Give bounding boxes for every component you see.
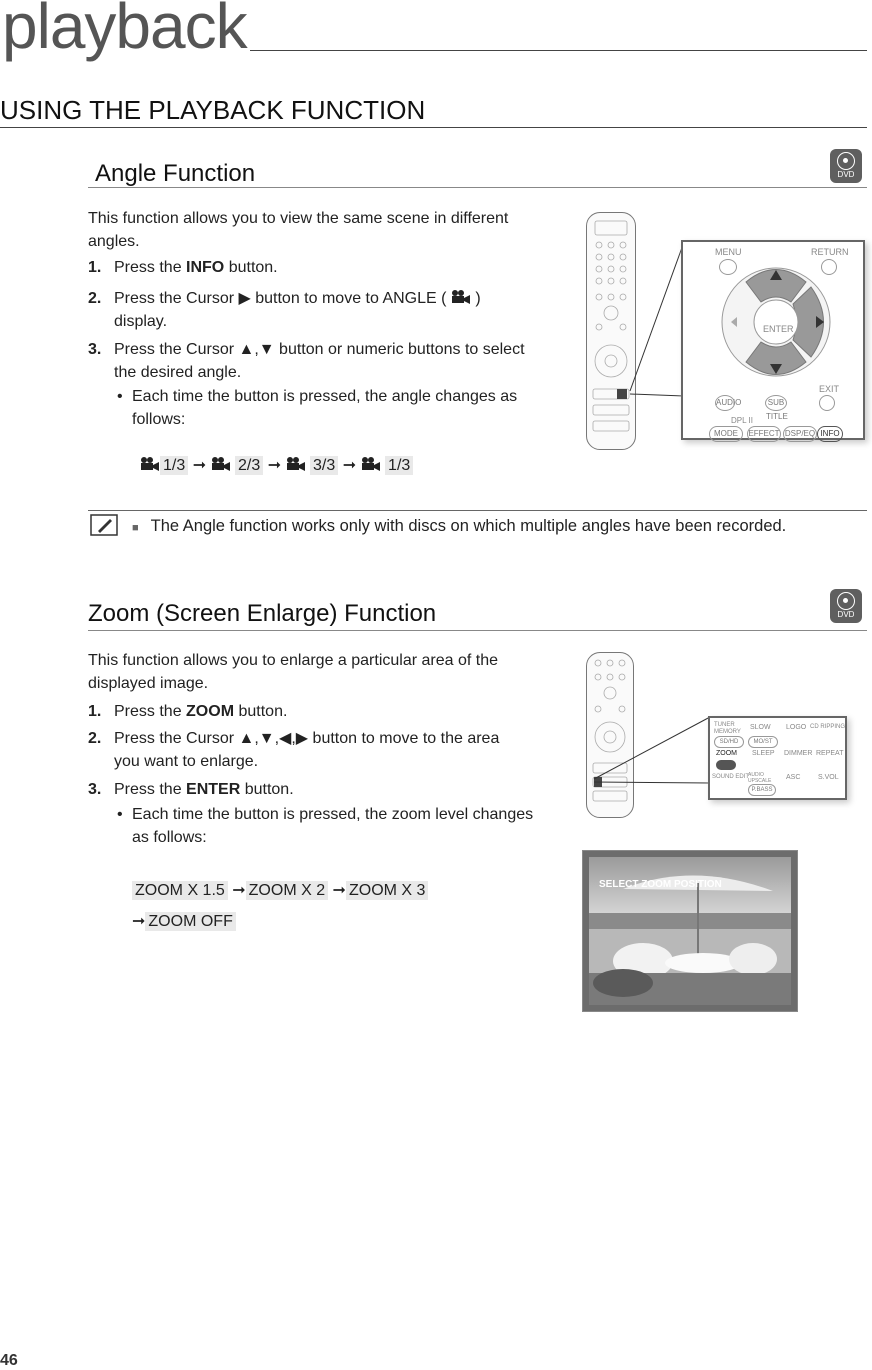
dsp-eq-button[interactable]: DSP/EQ bbox=[783, 426, 817, 442]
angle-camera-icon bbox=[140, 456, 160, 472]
angle-step-2-cont: display. bbox=[114, 313, 168, 330]
sleep-label: SLEEP bbox=[752, 750, 775, 757]
repeat-label: REPEAT bbox=[816, 750, 844, 757]
menu-label: MENU bbox=[715, 247, 742, 257]
chapter-divider bbox=[250, 50, 867, 51]
angle-camera-icon bbox=[361, 456, 381, 472]
section-title: USING THE PLAYBACK FUNCTION bbox=[0, 95, 426, 125]
zoom-intro-line1: This function allows you to enlarge a particular area of the bbox=[88, 652, 499, 669]
s-vol-label: S.VOL bbox=[818, 774, 839, 781]
arrow-right-icon: ➞ bbox=[227, 882, 246, 899]
exit-label: EXIT bbox=[819, 384, 840, 394]
return-label: RETURN bbox=[811, 247, 849, 257]
cursor-right-icon: ▶ bbox=[238, 290, 251, 307]
zoom-step-3: 3. Press the ENTER button. bbox=[88, 781, 294, 798]
patio-scene-photo bbox=[583, 851, 797, 1011]
dvd-badge-label: DVD bbox=[837, 610, 855, 619]
tuner-memory-label: TUNER MEMORY bbox=[714, 722, 741, 735]
p-bass-button[interactable]: P.BASS bbox=[748, 784, 776, 796]
section-divider bbox=[0, 127, 867, 128]
angle-intro: This function allows you to view the same scene in different angles. bbox=[88, 210, 509, 250]
arrow-right-icon: ➞ bbox=[267, 457, 282, 474]
slow-label: SLOW bbox=[750, 724, 771, 731]
enter-label: ENTER bbox=[763, 324, 794, 334]
zoom-sequence-line1: ZOOM X 1.5 ➞ ZOOM X 2 ➞ ZOOM X 3 bbox=[132, 879, 428, 902]
disc-icon bbox=[837, 592, 855, 610]
callout-lines bbox=[600, 240, 690, 400]
bullet-dot: • bbox=[117, 388, 123, 405]
screen-caption: SELECT ZOOM POSITION bbox=[599, 879, 722, 890]
callout-lines bbox=[590, 715, 720, 785]
angle-camera-icon bbox=[286, 456, 306, 472]
logo-label: LOGO bbox=[786, 724, 807, 731]
angle-heading: Angle Function bbox=[95, 160, 256, 187]
subtitle-button[interactable]: SUB TITLE bbox=[765, 395, 787, 411]
cursor-arrows-icon: ▲,▼,◀,▶ bbox=[238, 730, 309, 747]
angle-heading-rule bbox=[88, 187, 867, 188]
angle-camera-icon bbox=[451, 289, 471, 305]
angle-bullet-line2: follows: bbox=[132, 411, 186, 428]
zoom-intro-line2: displayed image. bbox=[88, 675, 209, 692]
note-divider bbox=[88, 510, 867, 511]
zoom-step-2: 2. Press the Cursor ▲,▼,◀,▶ button to move to the area bbox=[88, 730, 500, 747]
dvd-badge bbox=[830, 589, 862, 623]
disc-icon bbox=[837, 152, 855, 170]
cursor-up-down-icon: ▲,▼ bbox=[238, 341, 275, 358]
zoom-heading-rule bbox=[88, 630, 867, 631]
asc-label: ASC bbox=[786, 774, 801, 781]
bullet-dot: • bbox=[117, 806, 123, 823]
mode-button[interactable]: MODE bbox=[709, 426, 743, 442]
audio-button[interactable]: AUDIO bbox=[715, 395, 735, 411]
zoom-step-2-cont: you want to enlarge. bbox=[114, 753, 259, 770]
angle-step-1: 1. Press the INFO button. bbox=[88, 259, 278, 276]
arrow-right-icon: ➞ bbox=[342, 457, 357, 474]
zoom-button[interactable] bbox=[716, 760, 736, 770]
sound-edit-label: SOUND EDIT bbox=[712, 774, 750, 780]
dpl-label: DPL II bbox=[731, 416, 753, 425]
angle-step-3-cont: the desired angle. bbox=[114, 364, 242, 381]
remote-zoom-panel bbox=[681, 240, 865, 440]
note-bullet: ■ bbox=[132, 522, 139, 534]
angle-camera-icon bbox=[211, 456, 231, 472]
info-button[interactable]: INFO bbox=[817, 426, 843, 442]
angle-step-3: 3. Press the Cursor ▲,▼ button or numeric buttons to select bbox=[88, 341, 525, 358]
zoom-screen-image bbox=[582, 850, 798, 1012]
exit-button[interactable] bbox=[819, 395, 835, 411]
arrow-right-icon: ➞ bbox=[192, 457, 207, 474]
note-icon bbox=[90, 513, 118, 537]
dvd-badge-label: DVD bbox=[837, 170, 855, 179]
effect-button[interactable]: EFFECT bbox=[747, 426, 781, 442]
zoom-bullet-line2: as follows: bbox=[132, 829, 207, 846]
zoom-label: ZOOM bbox=[716, 750, 737, 757]
zoom-step-1: 1. Press the ZOOM button. bbox=[88, 703, 288, 720]
angle-bullet-line1: Each time the button is pressed, the angle changes as bbox=[132, 388, 518, 405]
angle-sequence: 1/3 ➞ 2/3 ➞ 3/3 ➞ 1/3 bbox=[140, 454, 413, 477]
audio-upscale-label: AUDIO UPSCALE bbox=[748, 772, 772, 784]
note-text: ■ The Angle function works only with discs on which multiple angles have been recorded. bbox=[132, 517, 787, 535]
zoom-bullet-line1: Each time the button is pressed, the zoom level changes bbox=[132, 806, 534, 823]
sd-hd-button[interactable]: SD/HD bbox=[714, 736, 744, 748]
arrow-right-icon: ➞ bbox=[132, 913, 146, 930]
mo-st-button[interactable]: MO/ST bbox=[748, 736, 778, 748]
dvd-badge bbox=[830, 149, 862, 183]
page-number: 46 bbox=[0, 1352, 18, 1369]
arrow-right-icon: ➞ bbox=[328, 882, 346, 899]
zoom-heading: Zoom (Screen Enlarge) Function bbox=[88, 600, 437, 627]
navigation-pad[interactable] bbox=[721, 262, 831, 382]
remote-zoom-panel bbox=[708, 716, 847, 800]
angle-step-2: 2. Press the Cursor ▶ button to move to ANGLE ( ) bbox=[88, 290, 481, 307]
cd-ripping-label: CD RIPPING bbox=[810, 724, 846, 730]
dimmer-label: DIMMER bbox=[784, 750, 813, 757]
zoom-sequence-line2: ➞ ZOOM OFF bbox=[132, 910, 236, 933]
chapter-title: playback bbox=[2, 0, 247, 62]
